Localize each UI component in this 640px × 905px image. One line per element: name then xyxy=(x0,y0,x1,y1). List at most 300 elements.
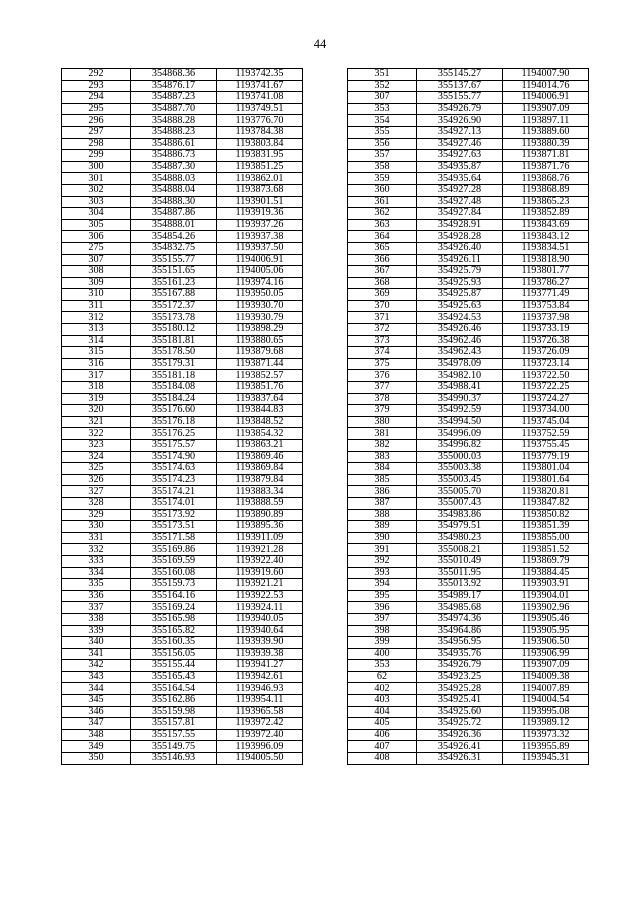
point-number-cell: 322 xyxy=(62,428,131,440)
y-coordinate-cell: 1193907.09 xyxy=(503,103,589,115)
x-coordinate-cell: 355179.31 xyxy=(131,358,217,370)
table-row xyxy=(348,474,589,486)
coordinates-table-right xyxy=(347,68,589,765)
point-number-cell: 408 xyxy=(348,753,417,765)
point-number-cell: 327 xyxy=(62,486,131,498)
y-coordinate-cell: 1193902.96 xyxy=(503,602,589,614)
y-coordinate-cell: 1193884.45 xyxy=(503,567,589,579)
point-number-cell: 402 xyxy=(348,683,417,695)
y-coordinate-cell: 1193722.25 xyxy=(503,382,589,394)
x-coordinate-cell: 355159.98 xyxy=(131,706,217,718)
table-row xyxy=(348,289,589,301)
point-number-cell: 341 xyxy=(62,648,131,660)
x-coordinate-cell: 355184.24 xyxy=(131,393,217,405)
x-coordinate-cell: 354854.26 xyxy=(131,231,217,243)
point-number-cell: 325 xyxy=(62,463,131,475)
x-coordinate-cell: 355165.43 xyxy=(131,671,217,683)
point-number-cell: 318 xyxy=(62,382,131,394)
x-coordinate-cell: 355174.63 xyxy=(131,463,217,475)
point-number-cell: 301 xyxy=(62,173,131,185)
point-number-cell: 302 xyxy=(62,184,131,196)
table-row xyxy=(348,219,589,231)
point-number-cell: 303 xyxy=(62,196,131,208)
point-number-cell: 353 xyxy=(348,103,417,115)
point-number-cell: 378 xyxy=(348,393,417,405)
point-number-cell: 342 xyxy=(62,660,131,672)
y-coordinate-cell: 1193779.19 xyxy=(503,451,589,463)
point-number-cell: 386 xyxy=(348,486,417,498)
y-coordinate-cell: 1193726.38 xyxy=(503,335,589,347)
point-number-cell: 326 xyxy=(62,474,131,486)
x-coordinate-cell: 354925.28 xyxy=(417,683,503,695)
point-number-cell: 361 xyxy=(348,196,417,208)
x-coordinate-cell: 354925.63 xyxy=(417,300,503,312)
point-number-cell: 377 xyxy=(348,382,417,394)
point-number-cell: 319 xyxy=(62,393,131,405)
table-row xyxy=(62,277,303,289)
y-coordinate-cell: 1193850.82 xyxy=(503,509,589,521)
table-row xyxy=(62,474,303,486)
x-coordinate-cell: 355000.03 xyxy=(417,451,503,463)
x-coordinate-cell: 354926.40 xyxy=(417,242,503,254)
x-coordinate-cell: 355173.78 xyxy=(131,312,217,324)
point-number-cell: 353 xyxy=(348,660,417,672)
x-coordinate-cell: 354996.09 xyxy=(417,428,503,440)
y-coordinate-cell: 1193903.91 xyxy=(503,579,589,591)
point-number-cell: 382 xyxy=(348,440,417,452)
x-coordinate-cell: 354886.73 xyxy=(131,150,217,162)
table-row xyxy=(62,219,303,231)
point-number-cell: 308 xyxy=(62,266,131,278)
y-coordinate-cell: 1193901.51 xyxy=(217,196,303,208)
point-number-cell: 348 xyxy=(62,729,131,741)
table-row xyxy=(348,103,589,115)
x-coordinate-cell: 355010.49 xyxy=(417,555,503,567)
point-number-cell: 357 xyxy=(348,150,417,162)
y-coordinate-cell: 1193954.11 xyxy=(217,695,303,707)
table-row xyxy=(348,671,589,683)
point-number-cell: 375 xyxy=(348,358,417,370)
point-number-cell: 368 xyxy=(348,277,417,289)
x-coordinate-cell: 354888.03 xyxy=(131,173,217,185)
point-number-cell: 383 xyxy=(348,451,417,463)
point-number-cell: 297 xyxy=(62,126,131,138)
y-coordinate-cell: 1193941.27 xyxy=(217,660,303,672)
point-number-cell: 306 xyxy=(62,231,131,243)
y-coordinate-cell: 1193880.39 xyxy=(503,138,589,150)
point-number-cell: 400 xyxy=(348,648,417,660)
point-number-cell: 365 xyxy=(348,242,417,254)
x-coordinate-cell: 355162.86 xyxy=(131,695,217,707)
x-coordinate-cell: 355008.21 xyxy=(417,544,503,556)
point-number-cell: 395 xyxy=(348,590,417,602)
x-coordinate-cell: 355137.67 xyxy=(417,80,503,92)
table-row xyxy=(62,382,303,394)
point-number-cell: 310 xyxy=(62,289,131,301)
y-coordinate-cell: 1193904.01 xyxy=(503,590,589,602)
point-number-cell: 300 xyxy=(62,161,131,173)
table-row xyxy=(348,184,589,196)
y-coordinate-cell: 1193837.64 xyxy=(217,393,303,405)
table-row xyxy=(62,741,303,753)
point-number-cell: 323 xyxy=(62,440,131,452)
table-row xyxy=(348,532,589,544)
y-coordinate-cell: 1193831.95 xyxy=(217,150,303,162)
x-coordinate-cell: 354928.91 xyxy=(417,219,503,231)
y-coordinate-cell: 1193871.44 xyxy=(217,358,303,370)
point-number-cell: 407 xyxy=(348,741,417,753)
y-coordinate-cell: 1193855.00 xyxy=(503,532,589,544)
table-row xyxy=(348,150,589,162)
x-coordinate-cell: 355181.81 xyxy=(131,335,217,347)
point-number-cell: 381 xyxy=(348,428,417,440)
x-coordinate-cell: 355174.21 xyxy=(131,486,217,498)
x-coordinate-cell: 355176.60 xyxy=(131,405,217,417)
x-coordinate-cell: 355172.37 xyxy=(131,300,217,312)
x-coordinate-cell: 354832.75 xyxy=(131,242,217,254)
y-coordinate-cell: 1193879.68 xyxy=(217,347,303,359)
x-coordinate-cell: 354887.86 xyxy=(131,208,217,220)
y-coordinate-cell: 1193784.38 xyxy=(217,126,303,138)
y-coordinate-cell: 1194006.91 xyxy=(217,254,303,266)
x-coordinate-cell: 354962.43 xyxy=(417,347,503,359)
y-coordinate-cell: 1193883.34 xyxy=(217,486,303,498)
x-coordinate-cell: 354925.60 xyxy=(417,706,503,718)
y-coordinate-cell: 1193907.09 xyxy=(503,660,589,672)
table-row xyxy=(348,613,589,625)
point-number-cell: 331 xyxy=(62,532,131,544)
y-coordinate-cell: 1193919.60 xyxy=(217,567,303,579)
table-row xyxy=(62,637,303,649)
y-coordinate-cell: 1193834.51 xyxy=(503,242,589,254)
x-coordinate-cell: 354926.79 xyxy=(417,103,503,115)
table-row xyxy=(348,196,589,208)
point-number-cell: 328 xyxy=(62,497,131,509)
table-row xyxy=(62,335,303,347)
x-coordinate-cell: 355159.73 xyxy=(131,579,217,591)
y-coordinate-cell: 1193930.79 xyxy=(217,312,303,324)
point-number-cell: 307 xyxy=(62,254,131,266)
y-coordinate-cell: 1193906.99 xyxy=(503,648,589,660)
table-row xyxy=(62,150,303,162)
y-coordinate-cell: 1193776.70 xyxy=(217,115,303,127)
point-number-cell: 317 xyxy=(62,370,131,382)
x-coordinate-cell: 354887.23 xyxy=(131,92,217,104)
table-row xyxy=(62,69,303,81)
table-row xyxy=(348,695,589,707)
table-row xyxy=(348,300,589,312)
table-row xyxy=(62,80,303,92)
point-number-cell: 367 xyxy=(348,266,417,278)
table-row xyxy=(62,126,303,138)
table-row xyxy=(62,266,303,278)
x-coordinate-cell: 354887.70 xyxy=(131,103,217,115)
table-row xyxy=(62,613,303,625)
table-row xyxy=(348,579,589,591)
table-row xyxy=(62,312,303,324)
x-coordinate-cell: 355161.23 xyxy=(131,277,217,289)
table-row xyxy=(62,242,303,254)
table-row xyxy=(348,138,589,150)
y-coordinate-cell: 1193753.84 xyxy=(503,300,589,312)
point-number-cell: 390 xyxy=(348,532,417,544)
x-coordinate-cell: 354925.79 xyxy=(417,266,503,278)
x-coordinate-cell: 355169.86 xyxy=(131,544,217,556)
table-row xyxy=(62,590,303,602)
x-coordinate-cell: 354927.48 xyxy=(417,196,503,208)
x-coordinate-cell: 354924.53 xyxy=(417,312,503,324)
table-row xyxy=(62,683,303,695)
y-coordinate-cell: 1194007.89 xyxy=(503,683,589,695)
table-row xyxy=(348,69,589,81)
y-coordinate-cell: 1193897.11 xyxy=(503,115,589,127)
point-number-cell: 376 xyxy=(348,370,417,382)
point-number-cell: 392 xyxy=(348,555,417,567)
y-coordinate-cell: 1193852.89 xyxy=(503,208,589,220)
y-coordinate-cell: 1193996.09 xyxy=(217,741,303,753)
x-coordinate-cell: 355155.44 xyxy=(131,660,217,672)
table-row xyxy=(348,393,589,405)
x-coordinate-cell: 354979.51 xyxy=(417,521,503,533)
point-number-cell: 362 xyxy=(348,208,417,220)
table-row xyxy=(348,92,589,104)
point-number-cell: 275 xyxy=(62,242,131,254)
y-coordinate-cell: 1193745.04 xyxy=(503,416,589,428)
x-coordinate-cell: 355145.27 xyxy=(417,69,503,81)
y-coordinate-cell: 1193862.01 xyxy=(217,173,303,185)
point-number-cell: 345 xyxy=(62,695,131,707)
y-coordinate-cell: 1193852.57 xyxy=(217,370,303,382)
x-coordinate-cell: 354988.41 xyxy=(417,382,503,394)
y-coordinate-cell: 1193937.26 xyxy=(217,219,303,231)
y-coordinate-cell: 1193939.90 xyxy=(217,637,303,649)
table-row xyxy=(348,741,589,753)
y-coordinate-cell: 1193880.65 xyxy=(217,335,303,347)
y-coordinate-cell: 1193851.25 xyxy=(217,161,303,173)
y-coordinate-cell: 1193801.77 xyxy=(503,266,589,278)
x-coordinate-cell: 354887.30 xyxy=(131,161,217,173)
table-row xyxy=(348,231,589,243)
y-coordinate-cell: 1194009.38 xyxy=(503,671,589,683)
x-coordinate-cell: 355176.25 xyxy=(131,428,217,440)
y-coordinate-cell: 1193974.16 xyxy=(217,277,303,289)
point-number-cell: 334 xyxy=(62,567,131,579)
x-coordinate-cell: 355155.77 xyxy=(417,92,503,104)
point-number-cell: 315 xyxy=(62,347,131,359)
point-number-cell: 388 xyxy=(348,509,417,521)
point-number-cell: 324 xyxy=(62,451,131,463)
point-number-cell: 406 xyxy=(348,729,417,741)
point-number-cell: 299 xyxy=(62,150,131,162)
point-number-cell: 359 xyxy=(348,173,417,185)
x-coordinate-cell: 354996.82 xyxy=(417,440,503,452)
table-row xyxy=(62,92,303,104)
point-number-cell: 403 xyxy=(348,695,417,707)
y-coordinate-cell: 1193922.53 xyxy=(217,590,303,602)
x-coordinate-cell: 354888.28 xyxy=(131,115,217,127)
y-coordinate-cell: 1194006.91 xyxy=(503,92,589,104)
x-coordinate-cell: 355178.50 xyxy=(131,347,217,359)
y-coordinate-cell: 1193869.79 xyxy=(503,555,589,567)
table-body-right xyxy=(348,69,589,765)
point-number-cell: 360 xyxy=(348,184,417,196)
x-coordinate-cell: 355181.18 xyxy=(131,370,217,382)
table-row xyxy=(348,648,589,660)
table-row xyxy=(348,208,589,220)
y-coordinate-cell: 1193865.23 xyxy=(503,196,589,208)
point-number-cell: 336 xyxy=(62,590,131,602)
table-row xyxy=(62,718,303,730)
point-number-cell: 374 xyxy=(348,347,417,359)
point-number-cell: 312 xyxy=(62,312,131,324)
point-number-cell: 393 xyxy=(348,567,417,579)
x-coordinate-cell: 354994.50 xyxy=(417,416,503,428)
x-coordinate-cell: 354868.36 xyxy=(131,69,217,81)
point-number-cell: 307 xyxy=(348,92,417,104)
y-coordinate-cell: 1193890.89 xyxy=(217,509,303,521)
x-coordinate-cell: 354980.23 xyxy=(417,532,503,544)
x-coordinate-cell: 355165.82 xyxy=(131,625,217,637)
x-coordinate-cell: 355173.92 xyxy=(131,509,217,521)
y-coordinate-cell: 1193741.08 xyxy=(217,92,303,104)
x-coordinate-cell: 355167.88 xyxy=(131,289,217,301)
point-number-cell: 295 xyxy=(62,103,131,115)
point-number-cell: 314 xyxy=(62,335,131,347)
y-coordinate-cell: 1193844.83 xyxy=(217,405,303,417)
table-body-left xyxy=(62,69,303,765)
x-coordinate-cell: 354926.46 xyxy=(417,324,503,336)
x-coordinate-cell: 355176.18 xyxy=(131,416,217,428)
y-coordinate-cell: 1193945.31 xyxy=(503,753,589,765)
table-row xyxy=(348,637,589,649)
point-number-cell: 292 xyxy=(62,69,131,81)
table-row xyxy=(62,567,303,579)
table-row xyxy=(62,416,303,428)
point-number-cell: 332 xyxy=(62,544,131,556)
x-coordinate-cell: 354989.17 xyxy=(417,590,503,602)
point-number-cell: 313 xyxy=(62,324,131,336)
table-row xyxy=(348,266,589,278)
y-coordinate-cell: 1193869.46 xyxy=(217,451,303,463)
table-row xyxy=(62,660,303,672)
table-row xyxy=(348,277,589,289)
y-coordinate-cell: 1193742.35 xyxy=(217,69,303,81)
point-number-cell: 394 xyxy=(348,579,417,591)
point-number-cell: 296 xyxy=(62,115,131,127)
y-coordinate-cell: 1193946.93 xyxy=(217,683,303,695)
y-coordinate-cell: 1193919.36 xyxy=(217,208,303,220)
y-coordinate-cell: 1193749.51 xyxy=(217,103,303,115)
point-number-cell: 385 xyxy=(348,474,417,486)
table-row xyxy=(348,254,589,266)
x-coordinate-cell: 354985.68 xyxy=(417,602,503,614)
table-row xyxy=(62,347,303,359)
x-coordinate-cell: 354926.11 xyxy=(417,254,503,266)
x-coordinate-cell: 355160.35 xyxy=(131,637,217,649)
table-row xyxy=(62,370,303,382)
table-row xyxy=(348,440,589,452)
y-coordinate-cell: 1193871.76 xyxy=(503,161,589,173)
y-coordinate-cell: 1193752.59 xyxy=(503,428,589,440)
point-number-cell: 371 xyxy=(348,312,417,324)
table-row xyxy=(62,509,303,521)
point-number-cell: 349 xyxy=(62,741,131,753)
table-row xyxy=(348,416,589,428)
x-coordinate-cell: 354992.59 xyxy=(417,405,503,417)
x-coordinate-cell: 355155.77 xyxy=(131,254,217,266)
x-coordinate-cell: 354888.04 xyxy=(131,184,217,196)
table-row xyxy=(348,521,589,533)
x-coordinate-cell: 355164.16 xyxy=(131,590,217,602)
table-row xyxy=(348,161,589,173)
y-coordinate-cell: 1193847.82 xyxy=(503,497,589,509)
x-coordinate-cell: 355005.70 xyxy=(417,486,503,498)
table-row xyxy=(348,753,589,765)
x-coordinate-cell: 355180.12 xyxy=(131,324,217,336)
table-row xyxy=(348,718,589,730)
table-row xyxy=(62,393,303,405)
point-number-cell: 320 xyxy=(62,405,131,417)
y-coordinate-cell: 1193726.09 xyxy=(503,347,589,359)
y-coordinate-cell: 1193843.12 xyxy=(503,231,589,243)
point-number-cell: 329 xyxy=(62,509,131,521)
table-row xyxy=(62,521,303,533)
y-coordinate-cell: 1193723.14 xyxy=(503,358,589,370)
y-coordinate-cell: 1193922.40 xyxy=(217,555,303,567)
table-row xyxy=(348,335,589,347)
point-number-cell: 311 xyxy=(62,300,131,312)
y-coordinate-cell: 1193973.32 xyxy=(503,729,589,741)
table-row xyxy=(62,648,303,660)
point-number-cell: 293 xyxy=(62,80,131,92)
x-coordinate-cell: 354886.61 xyxy=(131,138,217,150)
y-coordinate-cell: 1193869.84 xyxy=(217,463,303,475)
x-coordinate-cell: 355011.95 xyxy=(417,567,503,579)
table-row xyxy=(62,497,303,509)
y-coordinate-cell: 1193950.05 xyxy=(217,289,303,301)
table-row xyxy=(62,196,303,208)
table-row xyxy=(348,555,589,567)
y-coordinate-cell: 1193898.29 xyxy=(217,324,303,336)
y-coordinate-cell: 1193955.89 xyxy=(503,741,589,753)
point-number-cell: 391 xyxy=(348,544,417,556)
y-coordinate-cell: 1193843.69 xyxy=(503,219,589,231)
table-row xyxy=(62,544,303,556)
table-row xyxy=(348,115,589,127)
table-row xyxy=(62,555,303,567)
table-row xyxy=(348,126,589,138)
x-coordinate-cell: 355173.51 xyxy=(131,521,217,533)
point-number-cell: 366 xyxy=(348,254,417,266)
y-coordinate-cell: 1193905.46 xyxy=(503,613,589,625)
table-row xyxy=(62,625,303,637)
table-row xyxy=(348,544,589,556)
x-coordinate-cell: 354935.87 xyxy=(417,161,503,173)
y-coordinate-cell: 1193906.50 xyxy=(503,637,589,649)
point-number-cell: 351 xyxy=(348,69,417,81)
table-row xyxy=(62,451,303,463)
y-coordinate-cell: 1193737.98 xyxy=(503,312,589,324)
table-row xyxy=(62,602,303,614)
table-row xyxy=(62,428,303,440)
point-number-cell: 372 xyxy=(348,324,417,336)
point-number-cell: 397 xyxy=(348,613,417,625)
y-coordinate-cell: 1193989.12 xyxy=(503,718,589,730)
y-coordinate-cell: 1193942.61 xyxy=(217,671,303,683)
y-coordinate-cell: 1193741.67 xyxy=(217,80,303,92)
y-coordinate-cell: 1193930.70 xyxy=(217,300,303,312)
table-row xyxy=(62,753,303,765)
